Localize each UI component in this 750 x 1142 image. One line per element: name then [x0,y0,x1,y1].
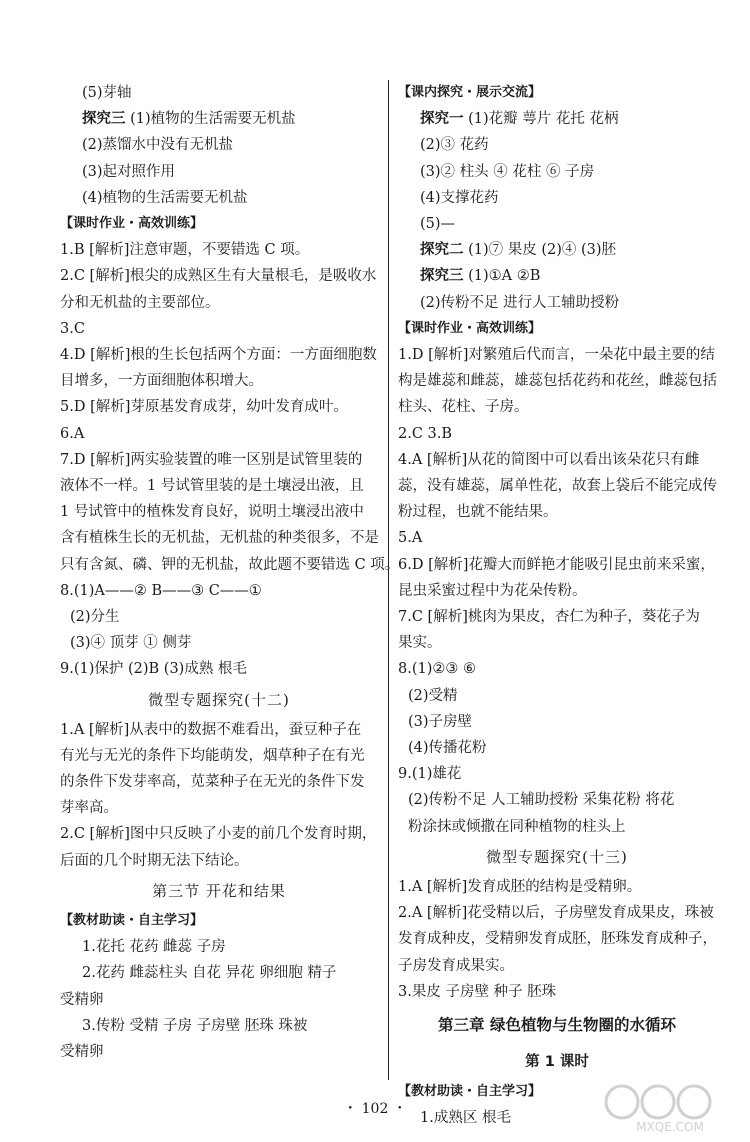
line-text: 柱头、花柱、子房。 [398,399,529,416]
answer-line [398,421,716,447]
line-text: (3)起对照作用 [82,163,176,180]
line-text: 【教材助读・自主学习】 [398,1083,542,1099]
answer-line [398,394,716,420]
answer-line [60,578,378,604]
exploration-label: 探究二 [420,241,464,259]
answer-line [60,263,378,289]
exploration-label: 探究一 [420,110,464,128]
answer-line [60,1013,378,1039]
line-text: 3.传粉 受精 子房 子房壁 胚珠 珠被 [82,1017,308,1034]
line-text: 粉过程，也就不能结果。 [398,504,558,521]
line-text: 【课时作业・高效训练】 [398,320,542,336]
answer-line [60,394,378,420]
answer-line [60,743,378,769]
answer-line [398,979,716,1005]
lesson-title [398,1045,716,1079]
answer-line [398,132,716,158]
answer-line [60,821,378,847]
answer-line [60,499,378,525]
answer-line [398,368,716,394]
line-text: 【课内探究・展示交流】 [398,85,542,100]
line-text: 2.花药 雌蕊柱头 自花 异花 卵细胞 精子 [82,965,337,982]
line-text: 2.C 3.B [398,425,453,442]
answer-line [60,80,378,106]
exploration-label: 探究三 [420,267,464,285]
line-text: 发育成种皮，受精卵发育成胚，胚珠发育成种子， [398,931,717,948]
section-header [60,908,378,934]
line-text: (2)分生 [70,609,120,626]
line-text: 9.(1)雄花 [398,766,462,783]
line-text: 后面的几个时期无法下结论。 [60,852,249,869]
column-divider [388,80,389,1080]
line-text: 第三章 绿色植物与生物圈的水循环 [438,1015,676,1034]
answer-line [60,717,378,743]
answer-line [398,159,716,185]
section-header [398,80,716,106]
answer-line [60,159,378,185]
answer-line [398,525,716,551]
answer-line [60,185,378,211]
chapter-title [398,1005,716,1045]
line-text: 5.A [398,530,423,547]
answer-line [398,630,716,656]
line-text: 第三节 开花和结果 [152,881,286,900]
line-text: (1)⑦ 果皮 (2)④ (3)胚 [463,242,617,259]
answer-line [60,848,378,874]
line-text: (2)传粉不足 进行人工辅助授粉 [420,294,620,311]
line-text: (3)② 柱头 ④ 花柱 ⑥ 子房 [420,163,595,180]
answer-line [398,656,716,682]
answer-line [60,368,378,394]
line-text: 只有含氮、磷、钾的无机盐，故此题不要错选 C 项。 [60,556,400,573]
answer-line [60,987,378,1013]
topic-title [60,874,378,908]
topic-title [398,840,716,874]
answer-line [60,421,378,447]
answer-line [398,473,716,499]
line-text: 子房发育成果实。 [398,957,514,974]
answer-line [398,814,716,840]
line-text: 4.D [解析]根的生长包括两个方面：一方面细胞数 [60,347,377,364]
answer-line [60,604,378,630]
line-text: 1 号试管中的植株发育良好，说明土壤浸出液中 [60,504,364,521]
topic-title [60,683,378,717]
line-text: 构是雄蕊和雌蕊，雄蕊包括花药和花丝，雌蕊包括 [398,373,717,390]
line-text: 受精卵 [60,1043,104,1060]
line-text: 4.A [解析]从花的简图中可以看出该朵花只有雌 [398,451,700,468]
line-text: 分和无机盐的主要部位。 [60,294,220,311]
answer-line [60,290,378,316]
line-text: 蕊，没有雄蕊，属单性花，故套上袋后不能完成传 [398,478,717,495]
section-header [398,316,716,342]
answer-line [60,630,378,656]
answer-line [398,290,716,316]
line-text: (5)— [420,216,456,233]
answer-line [398,787,716,813]
line-text: 1.成熟区 根毛 [420,1110,511,1127]
line-text: (2)传粉不足 人工辅助授粉 采集花粉 将花 [408,792,675,809]
answer-line [60,132,378,158]
answer-line [60,342,378,368]
answer-line [60,447,378,473]
line-text: (2)蒸馏水中没有无机盐 [82,137,234,154]
line-text: 粉涂抹或倾撒在同种植物的柱头上 [408,818,626,835]
line-text: 【课时作业・高效训练】 [60,216,204,232]
exploration-label: 探究三 [82,110,126,128]
answer-line [60,1039,378,1065]
line-text: 7.C [解析]桃肉为果皮，杏仁为种子，葵花子为 [398,609,700,626]
answer-line [398,185,716,211]
answer-line [398,578,716,604]
answer-line [398,342,716,368]
answer-line [398,499,716,525]
answer-line [60,552,400,578]
line-text: 液体不一样。1 号试管里装的是土壤浸出液，且 [60,478,364,495]
watermark-logo [600,1080,740,1135]
answer-line [398,237,716,263]
answer-line [398,106,716,132]
answer-line [60,934,378,960]
line-text: 芽率高。 [60,800,118,817]
answer-line [60,769,378,795]
answer-line [60,473,378,499]
line-text: 8.(1)A——② B——③ C——① [60,582,262,599]
answer-line [398,953,716,979]
line-text: (4)传播花粉 [408,740,487,757]
answer-line [398,683,716,709]
line-text: (4)支撑花药 [420,189,499,206]
line-text: 微型专题探究(十二) [148,690,290,709]
answer-line [60,960,378,986]
left-column [60,80,400,1065]
line-text: 2.A [解析]花受精以后，子房壁发育成果皮，珠被 [398,905,714,922]
answer-line [398,735,716,761]
answer-line [60,316,378,342]
answer-line [398,709,716,735]
section-header [60,211,378,237]
line-text: (4)植物的生活需要无机盐 [82,189,248,206]
answer-line [60,106,378,132]
answer-line [398,552,716,578]
answer-line [398,604,716,630]
line-text: 9.(1)保护 (2)B (3)成熟 根毛 [60,661,247,678]
answer-line [398,263,716,289]
line-text: 2.C [解析]根尖的成熟区生有大量根毛，是吸收水 [60,268,377,285]
answer-line [60,656,378,682]
line-text: 1.D [解析]对繁殖后代而言，一朵花中最主要的结 [398,347,715,364]
answer-line [398,900,716,926]
line-text: 【教材助读・自主学习】 [60,912,204,928]
line-text: (1)植物的生活需要无机盐 [125,111,296,128]
answer-line [398,874,716,900]
line-text: 3.C [60,320,85,337]
line-text: 含有植株生长的无机盐，无机盐的种类很多，不是 [60,530,379,547]
answer-line [60,525,378,551]
line-text: (1)①A ②B [463,268,541,285]
line-text: 有光与无光的条件下均能萌发，烟草种子在有光 [60,747,365,764]
line-text: 1.花托 花药 雌蕊 子房 [82,939,226,956]
line-text: 第 1 课时 [525,1053,589,1070]
answer-line [60,795,378,821]
line-text: 6.A [60,425,85,442]
right-column [398,80,716,1131]
line-text: 目增多，一方面细胞体积增大。 [60,373,263,390]
answer-line [398,761,716,787]
line-text: 1.A [解析]从表中的数据不难看出，蚕豆种子在 [60,721,362,738]
line-text: 果实。 [398,635,442,652]
line-text: (3)子房壁 [408,713,473,730]
line-text: (2)受精 [408,687,458,704]
svg-text:MXQE.COM: MXQE.COM [636,1120,704,1134]
line-text: 2.C [解析]图中只反映了小麦的前几个发育时期， [60,826,377,843]
line-text: 7.D [解析]两实验装置的唯一区别是试管里装的 [60,451,363,468]
page-number: ・ 102 ・ [343,1101,407,1117]
answer-line [398,926,716,952]
line-text: (2)③ 花药 [420,137,489,154]
answer-line [60,237,378,263]
line-text: 昆虫采蜜过程中为花朵传粉。 [398,582,587,599]
line-text: (1)花瓣 萼片 花托 花柄 [463,111,619,128]
line-text: (5)芽轴 [82,85,132,101]
line-text: 8.(1)②③ ⑥ [398,661,476,678]
answer-line [398,447,716,473]
line-text: 1.A [解析]发育成胚的结构是受精卵。 [398,878,642,895]
line-text: 1.B [解析]注意审题，不要错选 C 项。 [60,242,310,259]
line-text: 的条件下发芽率高，苋菜种子在无光的条件下发 [60,774,365,791]
line-text: 微型专题探究(十三) [486,847,628,866]
line-text: (3)④ 顶芽 ① 侧芽 [70,635,192,652]
line-text: 3.果皮 子房壁 种子 胚珠 [398,983,557,1000]
line-text: 5.D [解析]芽原基发育成芽，幼叶发育成叶。 [60,399,348,416]
line-text: 受精卵 [60,991,104,1008]
line-text: 6.D [解析]花瓣大而鲜艳才能吸引昆虫前来采蜜， [398,556,715,573]
answer-line [398,211,716,237]
